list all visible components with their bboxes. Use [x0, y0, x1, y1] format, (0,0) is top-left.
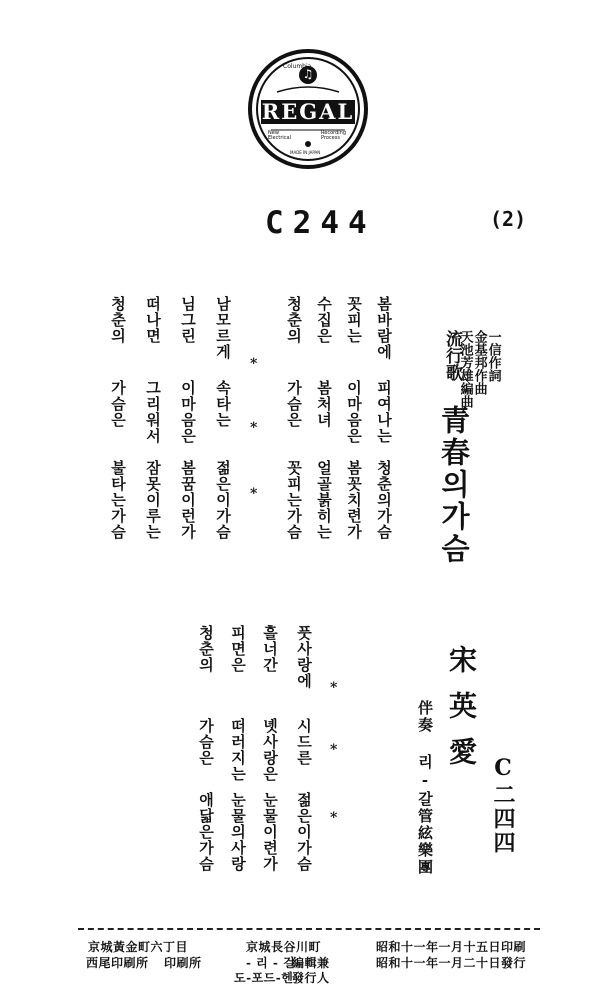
credit-lyricist: 一信作詞: [485, 330, 501, 382]
imprint-date-issue: 昭和十一年一月二十日發行: [376, 956, 527, 970]
imprint-printer: 印刷所: [164, 956, 202, 970]
accompaniment: 伴奏 리-갈管絃樂團: [416, 700, 434, 876]
verse3-line2-a: 흘너간: [261, 625, 279, 673]
imprint-printer-address: 京城黃金町六丁目: [88, 940, 189, 954]
verse2-line1-c: 젊은이가슴: [214, 460, 232, 540]
imprint-divider: [78, 928, 540, 930]
imprint-company: 도-포드-헨: [234, 971, 294, 985]
verse2-line3-b: 그리워서: [144, 380, 162, 444]
imprint-printer-name: 西尾印刷所: [86, 956, 149, 970]
verse2-line1-a: 남모르게: [214, 296, 232, 360]
verse3-line4-a: 청춘의: [197, 625, 215, 673]
verse3-line3-c: 눈물의사랑: [229, 792, 247, 872]
label-bottom-text: MADE IN JAPAN: [290, 150, 321, 155]
verse-separator-star: *: [250, 356, 258, 372]
verse-separator-star: *: [330, 680, 338, 696]
verse2-line2-b: 이마음은: [179, 380, 197, 444]
side-number: (2): [490, 207, 527, 231]
verse-separator-star: *: [250, 420, 258, 436]
verse1-line3-b: 봄처녀: [315, 380, 333, 428]
svg-text:REGAL: REGAL: [261, 99, 355, 124]
verse2-line1-b: 속타는: [214, 380, 232, 428]
verse2-line4-b: 가슴은: [109, 380, 127, 428]
verse3-line4-c: 애닯은가슴: [197, 792, 215, 872]
verse2-line3-a: 떠나면: [144, 296, 162, 344]
verse3-line2-c: 눈물이련가: [261, 792, 279, 872]
verse-separator-star: *: [250, 486, 258, 502]
verse3-line2-b: 녯사랑은: [261, 718, 279, 782]
svg-text:♫: ♫: [302, 67, 314, 81]
verse1-line4-b: 가슴은: [285, 380, 303, 428]
verse3-line1-c: 젊은이가슴: [295, 792, 313, 872]
credit-arranger: 天池芳雄編曲: [457, 330, 473, 408]
verse3-line1-b: 시드른: [295, 718, 313, 766]
verse2-line2-a: 님그린: [179, 296, 197, 344]
song-title: 青春의가슴: [437, 405, 471, 565]
verse2-line4-a: 청춘의: [109, 296, 127, 344]
genre-label: 流行歌: [442, 330, 462, 381]
imprint-publisher-label: 發行人: [292, 971, 330, 985]
verse2-line4-c: 불타는가슴: [109, 460, 127, 540]
verse1-line3-c: 얼골붉히는: [315, 460, 333, 540]
verse1-line2-c: 봄꼿치련가: [345, 460, 363, 540]
verse1-line3-a: 수집은: [315, 296, 333, 344]
label-left-text: New Electrical: [268, 130, 291, 141]
imprint-address: 京城長谷川町: [246, 940, 322, 954]
verse-separator-star: *: [330, 742, 338, 758]
imprint-date-print: 昭和十一年一月十五日印刷: [376, 940, 527, 954]
verse1-line1-a: 봄바람에: [375, 296, 393, 360]
label-right-text: Recording Process: [321, 130, 347, 141]
verse3-line3-a: 피면은: [229, 625, 247, 673]
catalog-hanja: C二四四: [490, 755, 516, 855]
verse1-line4-c: 꼿피는가슴: [285, 460, 303, 540]
verse1-line1-c: 청춘의가슴: [375, 460, 393, 540]
catalog-number: C244: [265, 205, 376, 241]
imprint-editor-name: - 리 - 걸: [246, 956, 296, 970]
verse3-line3-b: 떠러지는: [229, 718, 247, 782]
regal-logo: [247, 48, 369, 170]
verse3-line1-a: 풋사랑에: [295, 625, 313, 689]
verse1-line1-b: 피여나는: [375, 380, 393, 444]
verse1-line2-b: 이마음은: [345, 380, 363, 444]
verse1-line4-a: 청춘의: [285, 296, 303, 344]
imprint-editor-label: 編輯兼: [292, 956, 330, 970]
credit-composer: 金基邦作曲: [471, 330, 487, 395]
label-top-text: Columbia: [283, 63, 312, 70]
verse3-line4-b: 가슴은: [197, 718, 215, 766]
verse2-line3-c: 잠못이루는: [144, 460, 162, 540]
verse2-line2-c: 봄꿈이런가: [179, 460, 197, 540]
verse-separator-star: *: [330, 810, 338, 826]
singer-name: 宋英愛: [445, 645, 478, 783]
verse1-line2-a: 꼿피는: [345, 296, 363, 344]
